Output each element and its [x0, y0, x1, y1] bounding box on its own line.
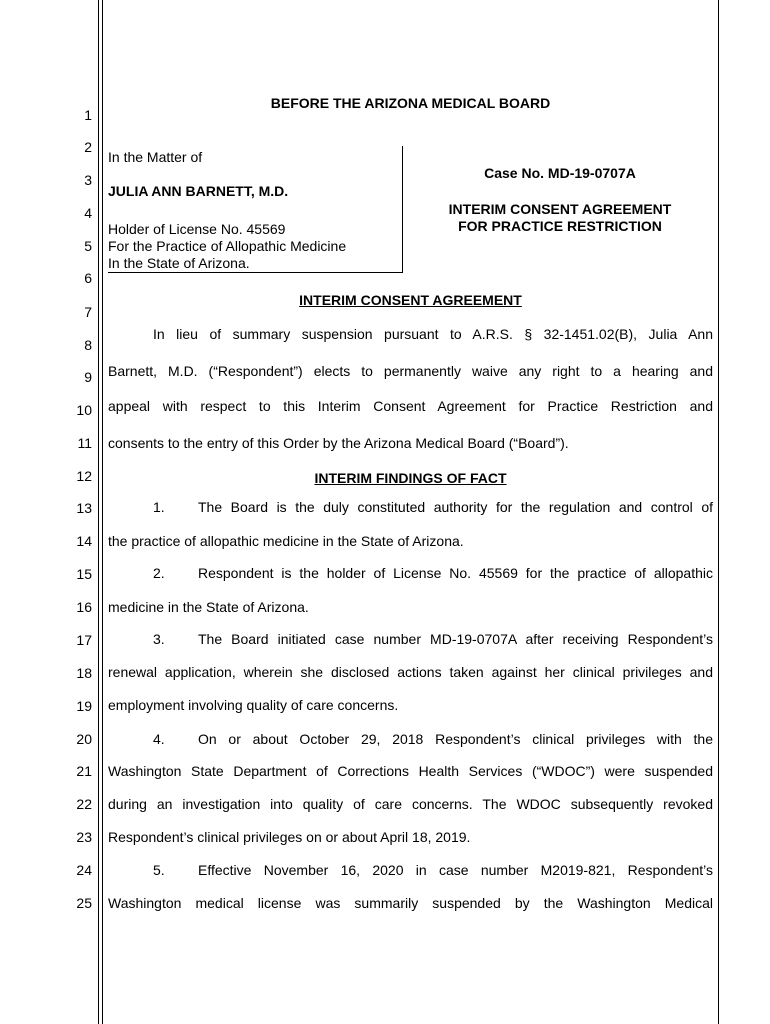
finding-line: Respondent’s clinical privileges on or about April 18, 2019.: [108, 829, 471, 845]
line-number: 13: [76, 500, 92, 516]
line-number: 11: [77, 435, 92, 451]
line-number: 18: [76, 665, 92, 681]
finding-line: Washington medical license was summarily suspended by the Washington Medical: [108, 895, 713, 911]
line-number: 4: [84, 205, 92, 221]
finding-line: Washington State Department of Corrections Health Services (“WDOC”) were suspended: [108, 763, 713, 779]
line-number: 24: [76, 862, 92, 878]
line-number: 16: [76, 599, 92, 615]
finding-line: renewal application, wherein she disclosed actions taken against her clinical privileges and: [108, 664, 713, 680]
line-number: 7: [84, 304, 92, 320]
line-number: 1: [84, 107, 92, 123]
finding-line: employment involving quality of care concerns.: [108, 697, 399, 713]
section-heading-text: INTERIM FINDINGS OF FACT: [314, 470, 507, 486]
line-number: 20: [76, 731, 92, 747]
left-margin-rule-outer: [98, 0, 99, 1024]
paragraph-line: appeal with respect to this Interim Consent Agreement for Practice Restriction and: [108, 398, 713, 414]
line-number: 19: [76, 698, 92, 714]
line-number: 10: [76, 402, 92, 418]
state-line: In the State of Arizona.: [108, 255, 250, 271]
line-number: 9: [84, 369, 92, 385]
board-title: BEFORE THE ARIZONA MEDICAL BOARD: [270, 95, 551, 111]
document-title-line-2: FOR PRACTICE RESTRICTION: [458, 218, 662, 234]
finding-number: 1.: [153, 499, 165, 515]
line-number: 17: [76, 632, 92, 648]
respondent-name: JULIA ANN BARNETT, M.D.: [108, 183, 289, 199]
line-number: 3: [84, 172, 92, 188]
finding-line: medicine in the State of Arizona.: [108, 599, 309, 615]
practice-line: For the Practice of Allopathic Medicine: [108, 238, 347, 254]
section-heading-text: INTERIM CONSENT AGREEMENT: [299, 292, 522, 308]
line-number: 6: [84, 270, 92, 286]
line-number: 2: [84, 139, 92, 155]
right-margin-rule: [718, 0, 719, 1024]
section-heading-findings: [108, 470, 713, 486]
caption-in-matter: In the Matter of: [108, 149, 203, 165]
paragraph-line: consents to the entry of this Order by the Arizona Medical Board (“Board”).: [108, 435, 569, 451]
finding-line: the practice of allopathic medicine in the State of Arizona.: [108, 533, 464, 549]
line-number: 15: [76, 566, 92, 582]
line-number: 22: [76, 796, 92, 812]
line-number: 8: [84, 337, 92, 353]
finding-line: The Board initiated case number MD-19-0707A after receiving Respondent’s: [198, 631, 713, 647]
finding-line: On or about October 29, 2018 Respondent’s clinical privileges with the: [198, 731, 713, 747]
line-number: 23: [76, 829, 92, 845]
finding-number: 5.: [153, 862, 165, 878]
paragraph-line: Barnett, M.D. (“Respondent”) elects to permanently waive any right to a hearing and: [108, 363, 713, 379]
case-number: Case No. MD-19-0707A: [484, 165, 636, 181]
finding-number: 3.: [153, 631, 165, 647]
document-title-line-1: INTERIM CONSENT AGREEMENT: [448, 201, 672, 217]
finding-line: Effective November 16, 2020 in case number M2019-821, Respondent’s: [198, 862, 713, 878]
line-number: 14: [76, 533, 92, 549]
left-margin-rule-inner: [102, 0, 103, 1024]
finding-line: during an investigation into quality of care concerns. The WDOC subsequently revoked: [108, 796, 713, 812]
section-heading-consent-agreement: [108, 292, 713, 308]
finding-line: Respondent is the holder of License No. 45569 for the practice of allopathic: [198, 565, 713, 581]
line-number: 21: [76, 763, 92, 779]
paragraph-line: In lieu of summary suspension pursuant to A.R.S. § 32-1451.02(B), Julia Ann: [153, 326, 713, 342]
finding-number: 2.: [153, 565, 165, 581]
finding-number: 4.: [153, 731, 165, 747]
finding-line: The Board is the duly constituted authority for the regulation and control of: [198, 499, 713, 515]
license-holder-line: Holder of License No. 45569: [108, 221, 286, 237]
line-number: 5: [84, 238, 92, 254]
line-number: 12: [76, 468, 92, 484]
line-number: 25: [76, 895, 92, 911]
